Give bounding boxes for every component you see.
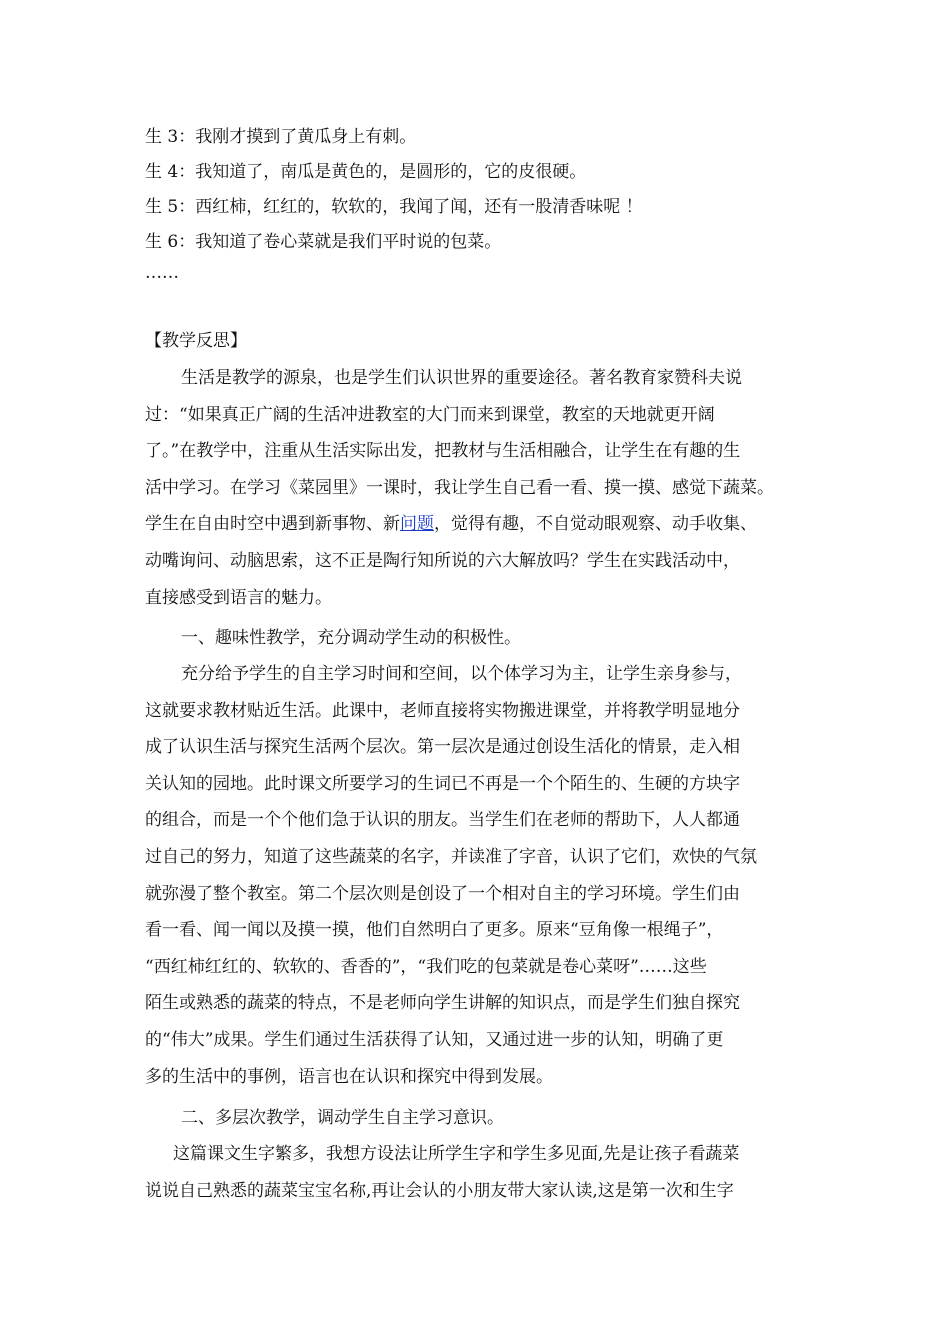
point-1-title-block bbox=[145, 620, 810, 657]
paragraph-line: 生活是教学的源泉，也是学生们认识世界的重要途径。著名教育家赞科夫说 bbox=[181, 368, 742, 388]
dialogue-text: 我知道了卷心菜就是我们平时说的包菜。 bbox=[195, 232, 502, 252]
paragraph-line: 说说自己熟悉的蔬菜宝宝名称,再让会认的小朋友带大家认读,这是第一次和生字 bbox=[145, 1180, 734, 1201]
paragraph-line: 活中学习。在学习《菜园里》一课时，我让学生自己看一看、摸一摸、感觉下蔬菜。 bbox=[145, 477, 774, 498]
paragraph-line: 动嘴询问、动脑思索，这不正是陶行知所说的六大解放吗？学生在实践活动中， bbox=[145, 550, 740, 571]
paragraph-line: 这就要求教材贴近生活。此课中，老师直接将实物搬进课堂，并将教学明显地分 bbox=[145, 700, 740, 721]
problem-link[interactable]: 问题 bbox=[400, 514, 434, 535]
reflection-paragraph-3 bbox=[145, 1136, 810, 1209]
line-segment: ，觉得有趣，不自觉动眼观察、动手收集、 bbox=[434, 514, 757, 535]
paragraph-line: 成了认识生活与探究生活两个层次。第一层次是通过创设生活化的情景，走入相 bbox=[145, 737, 740, 758]
paragraph-line: 关认知的园地。此时课文所要学习的生词已不再是一个个陌生的、生硬的方块字 bbox=[145, 773, 740, 794]
paragraph-line: “西红柿红红的、软软的、香香的”，“我们吃的包菜就是卷心菜呀”……这些 bbox=[145, 956, 707, 977]
ellipsis: …… bbox=[145, 263, 179, 283]
section-heading: 【教学反思】 bbox=[145, 331, 247, 351]
dialogue-text: 我知道了，南瓜是黄色的，是圆形的，它的皮很硬。 bbox=[195, 162, 587, 182]
dialogue-line bbox=[145, 231, 501, 253]
speaker-label: 生 3： bbox=[145, 127, 196, 147]
paragraph-line: 直接感受到语言的魅力。 bbox=[145, 587, 332, 608]
paragraph-line: 过：“如果真正广阔的生活冲进教室的大门而来到课堂，教室的天地就更开阔 bbox=[145, 404, 715, 425]
paragraph-line: 陌生或熟悉的蔬菜的特点，不是老师向学生讲解的知识点，而是学生们独自探究 bbox=[145, 993, 740, 1014]
reflection-paragraph-2 bbox=[145, 656, 810, 1095]
paragraph-line: 的“伟大”成果。学生们通过生活获得了认知，又通过进一步的认知，明确了更 bbox=[145, 1029, 724, 1050]
dialogue-line bbox=[145, 196, 643, 218]
point-1-title: 一、趣味性教学，充分调动学生动的积极性。 bbox=[181, 628, 521, 648]
speaker-label: 生 5： bbox=[145, 197, 196, 217]
paragraph-line: 了。”在教学中，注重从生活实际出发，把教材与生活相融合，让学生在有趣的生 bbox=[145, 441, 741, 462]
point-2-title-block bbox=[145, 1100, 810, 1137]
paragraph-line: 就弥漫了整个教室。第二个层次则是创设了一个相对自主的学习环境。学生们由 bbox=[145, 883, 740, 904]
dialogue-line bbox=[145, 161, 586, 183]
paragraph-line: 过自己的努力，知道了这些蔬菜的名字，并读准了字音，认识了它们，欢快的气氛 bbox=[145, 846, 757, 867]
speaker-label: 生 4： bbox=[145, 162, 196, 182]
paragraph-line: 这篇课文生字繁多，我想方设法让所学生字和学生多见面,先是让孩子看蔬菜 bbox=[173, 1144, 740, 1164]
speaker-label: 生 6： bbox=[145, 232, 196, 252]
paragraph-line: 多的生活中的事例，语言也在认识和探究中得到发展。 bbox=[145, 1066, 553, 1087]
point-2-title: 二、多层次教学，调动学生自主学习意识。 bbox=[181, 1108, 504, 1128]
dialogue-text: 西红柿，红红的，软软的，我闻了闻，还有一股清香味呢 ！ bbox=[195, 197, 643, 217]
paragraph-line: 充分给予学生的自主学习时间和空间，以个体学习为主，让学生亲身参与， bbox=[181, 664, 742, 684]
dialogue-line bbox=[145, 126, 416, 148]
line-segment: 学生在自由时空中遇到新事物、新 bbox=[145, 514, 400, 535]
dialogue-text: 我刚才摸到了黄瓜身上有刺。 bbox=[195, 127, 417, 147]
reflection-paragraph-1 bbox=[145, 360, 810, 616]
paragraph-line bbox=[145, 506, 810, 543]
paragraph-line: 看一看、闻一闻以及摸一摸，他们自然明白了更多。原来“豆角像一根绳子”， bbox=[145, 920, 724, 941]
paragraph-line: 的组合，而是一个个他们急于认识的朋友。当学生们在老师的帮助下，人人都通 bbox=[145, 810, 740, 831]
